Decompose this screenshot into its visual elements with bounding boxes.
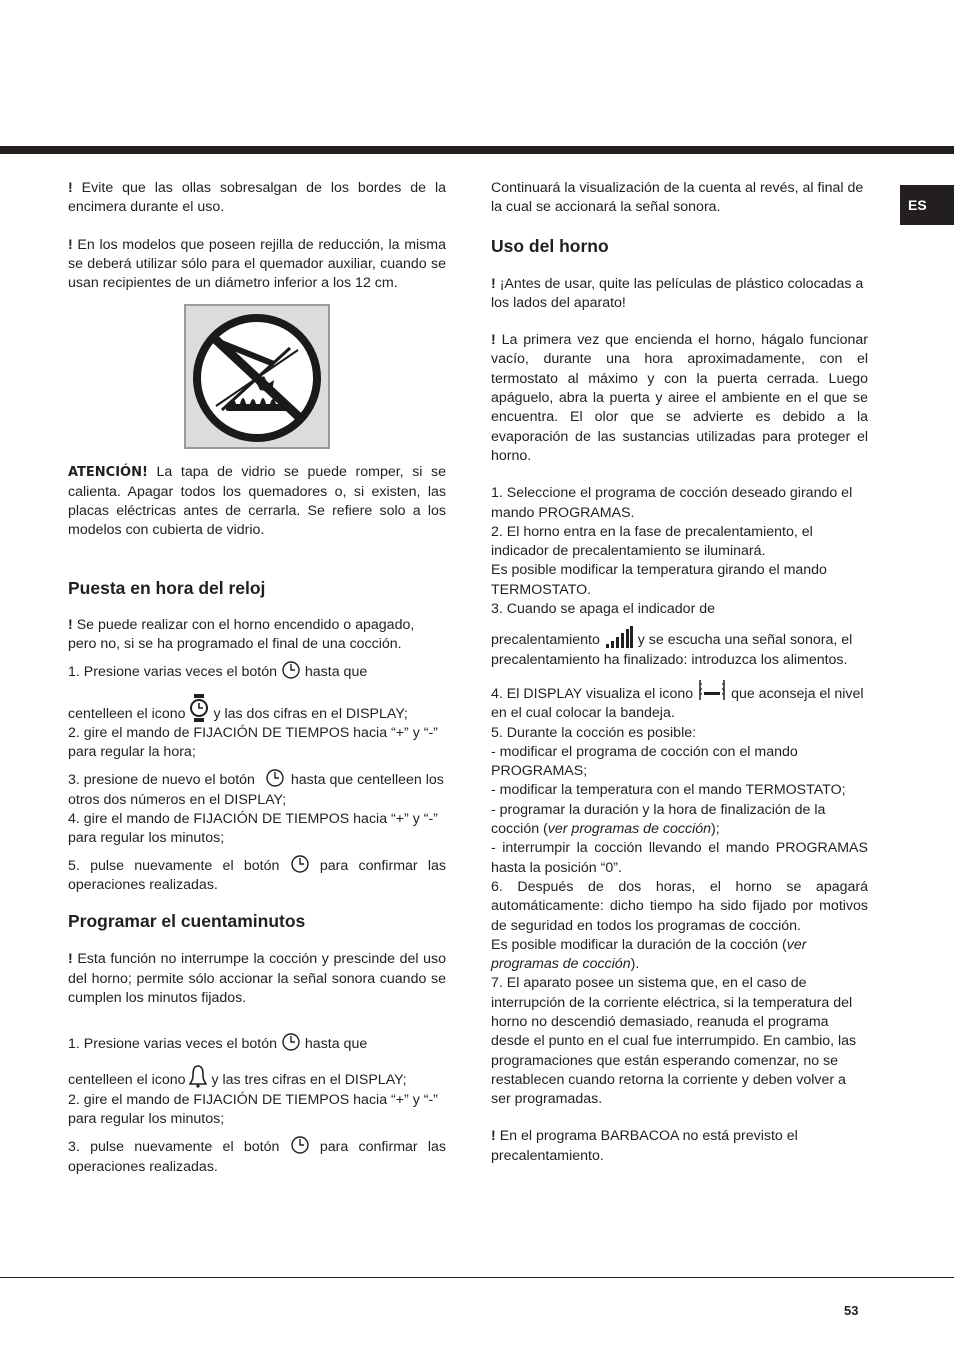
clock-button-icon: [281, 1032, 301, 1052]
oven-step-5a: - modificar el programa de cocción con el mando PROGRAMAS;: [491, 743, 798, 780]
clock-step-5: 5. pulse nuevamente el botón para confirmar las operaciones realizadas.: [68, 854, 446, 896]
no-glass-lid-on-flame-icon: [184, 304, 330, 449]
warning-pots: ! Evite que las ollas sobresalgan de los bordes de la encimera durante el uso.: [68, 180, 446, 216]
oven-step-1: 1. Seleccione el programa de cocción deseado girando el mando PROGRAMAS.: [491, 485, 853, 521]
tray-level-icon: [697, 678, 727, 702]
oven-step-6b: Es posible modificar la duración de la cocción (ver programas de cocción).: [491, 936, 807, 973]
left-column: [68, 179, 446, 1177]
timer-continue: Continuará la visualización de la cuenta al revés, al final de la cual se accionará la señal sonora.: [491, 180, 864, 216]
oven-step-5b: - modificar la temperatura con el mando TERMOSTATO;: [491, 782, 846, 799]
attention-note: ATENCIÓN! La tapa de vidrio se puede romper, si se calienta. Apagar todos los quemadores o, si existen, las placas eléctricas antes de cerrarla. Se refiere solo a los modelos con cubierta de vidrio.: [68, 464, 447, 539]
bell-icon: [189, 1064, 207, 1088]
clock-step-4: 4. gire el mando de FIJACIÓN DE TIEMPOS hacia “+” y “-” para regular los minutos;: [68, 811, 438, 847]
oven-step-5d: - interrumpir la cocción llevando el mando PROGRAMAS hasta la posición “0”.: [491, 840, 868, 876]
clock-button-icon: [259, 768, 287, 788]
oven-step-5c: - programar la duración y la hora de finalización de la cocción (ver programas de cocción);: [491, 801, 826, 838]
oven-step-2: 2. El horno entra en la fase de precalentamiento, el indicador de precalentamiento se iluminará.: [491, 523, 813, 560]
oven-step-7: 7. El aparato posee un sistema que, en el caso de interrupción de la corriente eléctrica, si la temperatura del horno no descendió demasiado, reanuda el programa desde el punto en el cual fue interrumpido. En cambio, las programaciones que están esperando comenzar, no se restablecen cuando retorna la corriente y deben volver a ser programadas.: [491, 975, 857, 1108]
timer-step-3: 3. pulse nuevamente el botón para confirmar las operaciones realizadas.: [68, 1135, 446, 1177]
preheat-bars-icon: [604, 626, 634, 648]
timer-step-1b: centelleen el icono y las tres cifras en el DISPLAY;: [68, 1064, 446, 1090]
top-bar: [0, 146, 954, 154]
clock-button-icon: [290, 1135, 310, 1155]
oven-step-4: 4. El DISPLAY visualiza el icono que aconseja el nivel en el cual colocar la bandeja.: [491, 678, 868, 724]
clock-button-icon: [281, 660, 301, 680]
oven-step-3b: precalentamiento y se escucha una señal sonora, el precalentamiento ha finalizado: introduzca los alimentos.: [491, 626, 868, 670]
oven-step-6: 6. Después de dos horas, el horno se apagará automáticamente: dicho tiempo ha sido fijado por motivos de seguridad en todos los programas de cocción.: [491, 878, 868, 934]
timer-step-2: 2. gire el mando de FIJACIÓN DE TIEMPOS hacia “+” y “-” para regular los minutos;: [68, 1091, 438, 1128]
oven-note-3: ! En el programa BARBACOA no está previsto el precalentamiento.: [491, 1128, 798, 1164]
page-number: 53: [844, 1303, 859, 1318]
timer-step-1: 1. Presione varias veces el botón hasta que: [68, 1032, 446, 1054]
oven-note-1: ! ¡Antes de usar, quite las películas de plástico colocadas a los lados del aparato!: [491, 275, 864, 311]
oven-step-5: 5. Durante la cocción es posible:: [491, 724, 697, 741]
clock-step-2: 2. gire el mando de FIJACIÓN DE TIEMPOS hacia “+” y “-” para regular la hora;: [68, 724, 438, 761]
clock-note: ! Se puede realizar con el horno encendido o apagado, pero no, si se ha programado el final de una cocción.: [68, 616, 415, 652]
language-tab: ES: [900, 185, 954, 225]
clock-button-icon: [290, 854, 310, 874]
clock-step-1: 1. Presione varias veces el botón hasta que: [68, 660, 446, 682]
heading-timer: Programar el cuentaminutos: [68, 911, 306, 932]
timer-note: ! Esta función no interrumpe la cocción y prescinde del uso del horno; permite sólo accionar la señal sonora cuando se cumplen los minutos fijados.: [68, 951, 446, 1006]
oven-step-2b: Es posible modificar la temperatura girando el mando TERMOSTATO.: [491, 562, 827, 598]
clock-step-3: 3. presione de nuevo el botón hasta que centelleen los otros dos números en el DISPLAY;: [68, 768, 446, 810]
bottom-rule: [0, 1277, 954, 1278]
oven-step-3: 3. Cuando se apaga el indicador de: [491, 601, 716, 618]
clock-display-icon: [189, 694, 209, 722]
right-column: [491, 179, 868, 1166]
warning-grid: ! En los modelos que poseen rejilla de reducción, la misma se deberá utilizar sólo para el quemador auxiliar, cuando se usan recipientes de un diámetro inferior a los 12 cm.: [68, 236, 446, 292]
clock-step-1b: centelleen el icono y las dos cifras en el DISPLAY;: [68, 694, 446, 724]
heading-oven: Uso del horno: [491, 235, 609, 256]
oven-note-2: ! La primera vez que encienda el horno, hágalo funcionar vacío, durante una hora aproximadamente, con el termostato al máximo y con la puerta cerrada. Luego apáguelo, abra la puerta y airee el ambiente en el que se encuentra. El olor que se advierte es debido a la evaporación de las sustancias utilizadas para proteger el horno.: [491, 332, 868, 464]
heading-clock: Puesta en hora del reloj: [68, 577, 266, 598]
